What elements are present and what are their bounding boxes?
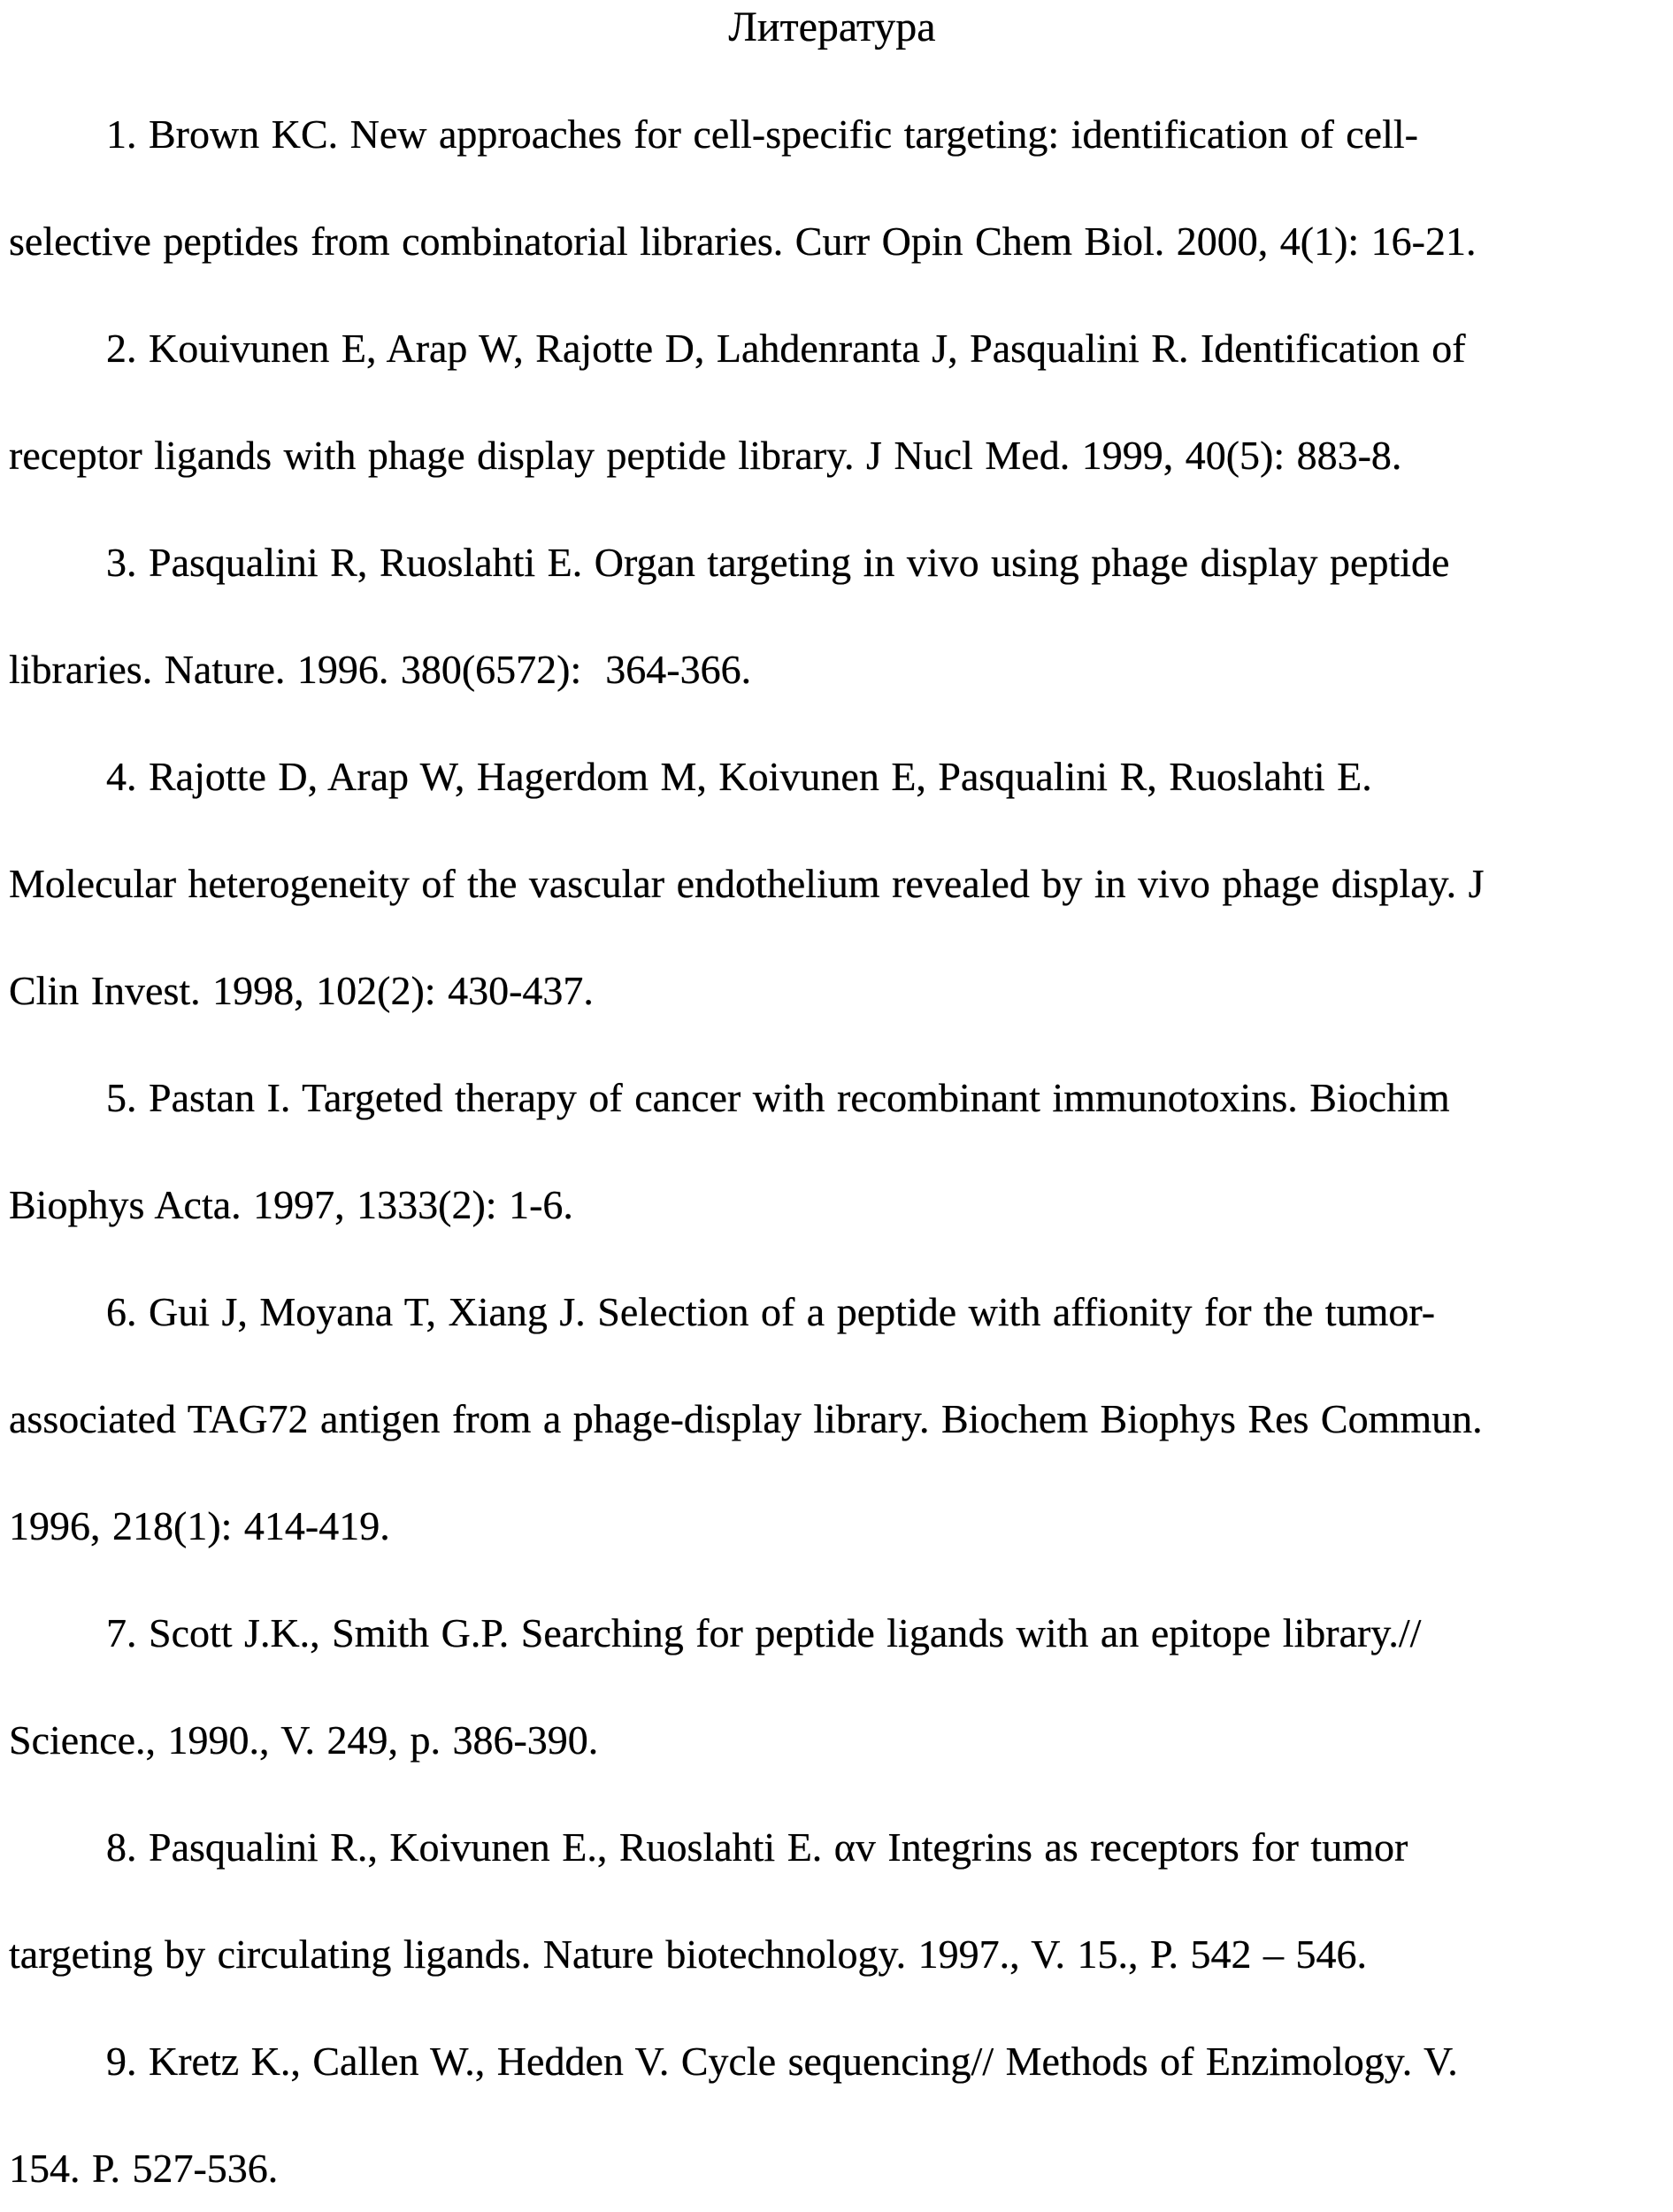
reference-item: 9. Kretz K., Callen W., Hedden V. Cycle sequencing// Methods of Enzimology. V. 154. P. 527-536. [9,2039,1458,2191]
reference-item: 5. Pastan I. Targeted therapy of cancer with recombinant immunotoxins. Biochim Biophys Acta. 1997, 1333(2): 1-6. [9,1075,1450,1227]
reference-item: 3. Pasqualini R, Ruoslahti E. Organ targeting in vivo using phage display peptide libraries. Nature. 1996. 380(6572): 364-366. [9,540,1450,692]
document-content [9,0,1655,2212]
page-title: Литература [728,4,936,50]
reference-item: 2. Kouivunen E, Arap W, Rajotte D, Lahdenranta J, Pasqualini R. Identification of receptor ligands with phage display peptide library. J Nucl Med. 1999, 40(5): 883-8. [9,326,1466,478]
reference-item: 1. Brown KC. New approaches for cell-specific targeting: identification of cell- selective peptides from combinatorial libraries. Curr Opin Chem Biol. 2000, 4(1): 16-21. [9,111,1477,264]
references-list [9,81,1655,2212]
reference-item: 4. Rajotte D, Arap W, Hagerdom M, Koivunen E, Pasqualini R, Ruoslahti E. Molecular heterogeneity of the vascular endothelium revealed by in vivo phage display. J Clin Invest. 1998, 102(2): 430-437. [9,754,1485,1013]
reference-item: 7. Scott J.K., Smith G.P. Searching for peptide ligands with an epitope library.// Science., 1990., V. 249, p. 386-390. [9,1610,1422,1763]
reference-item: 8. Pasqualini R., Koivunen E., Ruoslahti E. αv Integrins as receptors for tumor targeting by circulating ligands. Nature biotechnology. 1997., V. 15., P. 542 – 546. [9,1824,1408,1977]
reference-item: 6. Gui J, Moyana T, Xiang J. Selection of a peptide with affionity for the tumor- associated TAG72 antigen from a phage-display library. Biochem Biophys Res Commun. 1996, 218(1): 414-419. [9,1289,1483,1548]
